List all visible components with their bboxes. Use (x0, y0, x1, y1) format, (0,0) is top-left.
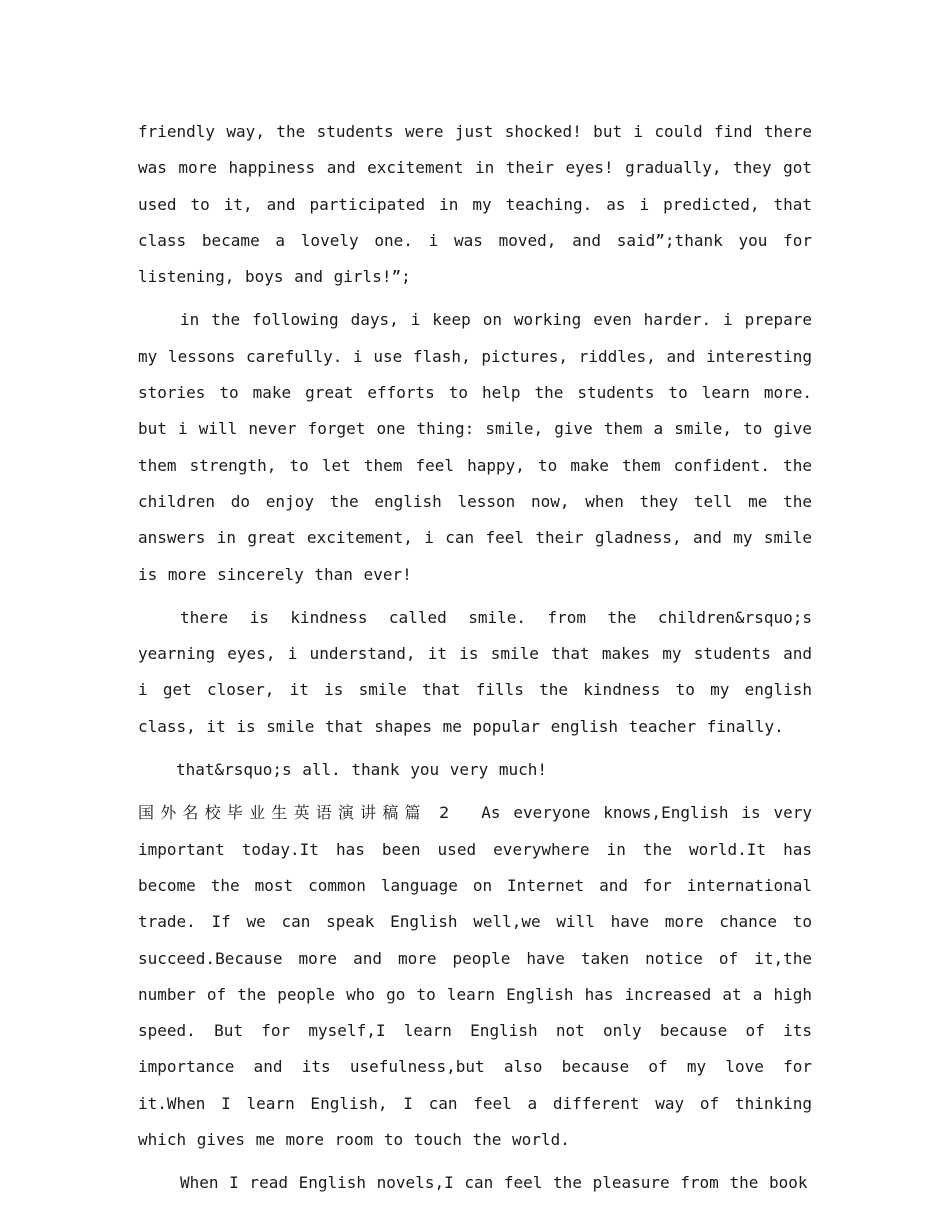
paragraph-classroom-smile: friendly way, the students were just shocked! but i could find there was more happiness and excitement in their eyes! gradually, they got used to it, and participated in my teaching. as i predicted, that class became a lovely one. i was moved, and said”;thank you for listening, boys and girls!”; (138, 122, 812, 287)
paragraph-closing-thanks: that&rsquo;s all. thank you very much! (176, 760, 548, 780)
section-heading: 国外名校毕业生英语演讲稿篇 2 (138, 803, 454, 823)
paragraph-kindness-smile: there is kindness called smile. from the children&rsquo;s yearning eyes, i understand, it is smile that makes my students and i get closer, it is smile that fills the kindness to my english class, it is smile that shapes me popular english teacher finally. (138, 607, 812, 736)
paragraph-following-days: in the following days, i keep on working even harder. i prepare my lessons carefully. i use flash, pictures, riddles, and interesting stories to make great efforts to help the students to learn more. but i will never forget one thing: smile, give them a smile, to give them strength, to let them feel happy, to make them confident. the children do enjoy the english lesson now, when they tell me the answers in great excitement, i can feel their gladness, and my smile is more sincerely than ever! (138, 310, 812, 584)
section-2-paragraph (138, 795, 812, 1158)
document-body (138, 114, 812, 1209)
paragraph-reading-novels: When I read English novels,I can feel the pleasure from the book (180, 1173, 808, 1193)
section-intro-text: As everyone knows,English is very important today.It has been used everywhere in the world.It has become the most common language on Internet and for international trade. If we can speak English well,we will have more chance to succeed.Because more and more people have taken notice of it,the number of the people who go to learn English has increased at a high speed. But for myself,I learn English not only because of its importance and its usefulness,but also because of my love for it.When I learn English, I can feel a different way of thinking which gives me more room to touch the world. (138, 803, 812, 1150)
